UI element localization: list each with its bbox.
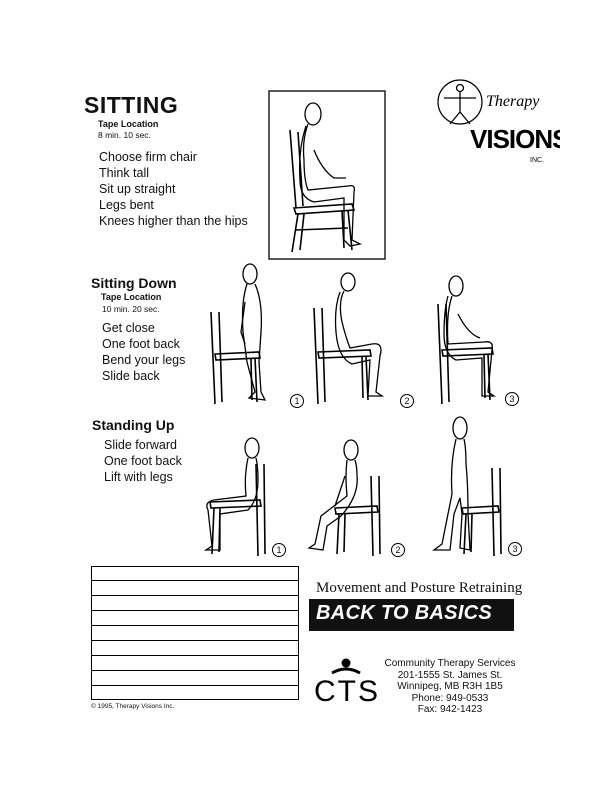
sitting-title: SITTING (84, 92, 179, 118)
standing-up-step: One foot back (104, 454, 182, 468)
phone-number: Phone: 949-0533 (411, 692, 489, 704)
sitting-down-tape-time: 10 min. 20 sec. (102, 304, 160, 314)
sitting-down-figure-1 (205, 262, 305, 412)
figure-number: 3 (505, 392, 519, 406)
standing-up-step: Slide forward (104, 438, 177, 452)
standing-up-title: Standing Up (92, 417, 175, 433)
standing-up-figure-2 (305, 436, 405, 560)
standing-up-step: Lift with legs (104, 470, 173, 484)
sitting-down-step: Bend your legs (102, 353, 186, 367)
sitting-step: Choose firm chair (99, 150, 197, 164)
logo-line2: VISIONS (470, 124, 560, 154)
sitting-down-step: Get close (102, 321, 155, 335)
sitting-step: Knees higher than the hips (99, 214, 248, 228)
street-address: 201-1555 St. James St. (397, 669, 503, 681)
standing-up-figure-3 (420, 414, 520, 560)
sitting-down-figure-3 (428, 274, 528, 410)
org-name: Community Therapy Services (384, 658, 516, 669)
figure-number: 3 (508, 542, 522, 556)
logo-line3: INC. (530, 157, 544, 164)
tagline: Movement and Posture Retraining (316, 580, 523, 596)
sitting-step: Sit up straight (99, 182, 176, 196)
notes-lines-box (91, 566, 299, 700)
figure-number: 2 (400, 394, 414, 408)
fax-number: Fax: 942-1423 (417, 704, 483, 715)
address-block (380, 658, 520, 716)
sitting-down-title: Sitting Down (91, 275, 177, 291)
sitting-down-step: One foot back (102, 337, 180, 351)
figure-number: 1 (290, 394, 304, 408)
sitting-down-tape-label: Tape Location (101, 292, 162, 302)
figure-number: 1 (272, 543, 286, 557)
city-address: Winnipeg, MB R3H 1B5 (397, 681, 503, 692)
logo-line1: Therapy (486, 93, 540, 110)
sitting-step: Legs bent (99, 198, 154, 212)
back-to-basics-text: BACK TO BASICS (316, 602, 493, 624)
sitting-step: Think tall (99, 166, 150, 180)
figure-number: 2 (391, 543, 405, 557)
sitting-posture-illustration (268, 90, 388, 262)
sitting-down-figure-2 (310, 272, 410, 412)
copyright-notice: © 1995, Therapy Visions Inc. (91, 703, 175, 710)
sitting-down-steps (102, 320, 185, 384)
therapy-visions-logo (430, 78, 560, 178)
standing-up-figure-1 (200, 436, 290, 560)
sitting-tape-time: 8 min. 10 sec. (98, 130, 151, 140)
cts-logo (312, 655, 382, 710)
cts-logo-text: CTS (314, 675, 380, 705)
sitting-steps (99, 149, 248, 229)
sitting-down-step: Slide back (102, 369, 160, 383)
sitting-tape-label: Tape Location (98, 119, 159, 129)
standing-up-steps (104, 437, 182, 485)
